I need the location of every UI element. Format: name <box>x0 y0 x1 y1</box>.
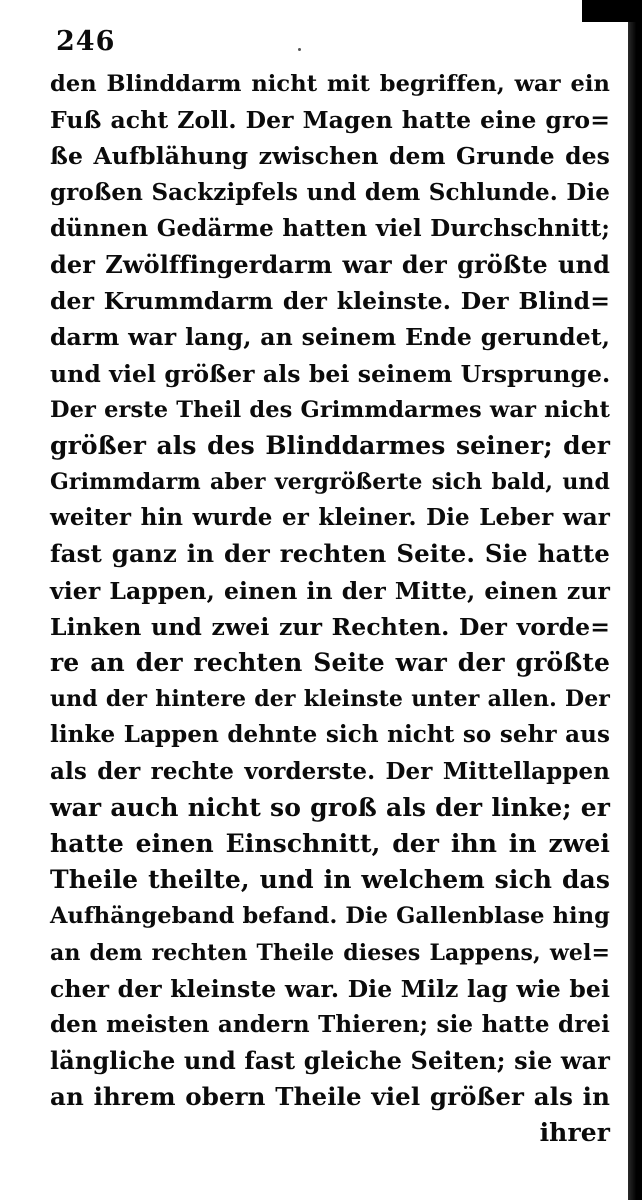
text-line: fast ganz in der rechten Seite. Sie hatte <box>50 539 610 569</box>
text-line: linke Lappen dehnte sich nicht so sehr aus <box>50 721 610 749</box>
text-line: den Blinddarm nicht mit begriffen, war ein <box>50 71 610 97</box>
text-line: der Krummdarm der kleinste. Der Blind= <box>50 287 610 316</box>
text-line: als der rechte vorderste. Der Mittellappen <box>50 757 610 785</box>
text-line: dünnen Gedärme hatten viel Durchschnitt; <box>50 214 610 242</box>
text-line: an ihrem obern Theile viel größer als in <box>50 1082 610 1112</box>
text-line: weiter hin wurde er kleiner. Die Leber war <box>50 504 610 532</box>
text-line: Fuß acht Zoll. Der Magen hatte eine gro= <box>50 106 610 135</box>
text-line: an dem rechten Theile dieses Lappens, wel= <box>50 939 610 966</box>
text-line: vier Lappen, einen in der Mitte, einen zur <box>50 576 610 605</box>
page-number: 246 <box>56 26 116 57</box>
text-line: großen Sackzipfels und dem Schlunde. Die <box>50 178 610 206</box>
text-line: den meisten andern Thieren; sie hatte drei <box>50 1010 610 1038</box>
text-line: und der hintere der kleinste unter allen. Der <box>50 686 610 713</box>
text-line: Grimmdarm aber vergrößerte sich bald, und <box>50 469 610 496</box>
text-line: Theile theilte, und in welchem sich das <box>50 865 610 895</box>
text-line: re an der rechten Seite war der größte <box>50 648 610 677</box>
text-line: war auch nicht so groß als der linke; er <box>50 792 610 822</box>
page-corner-shadow <box>582 0 642 22</box>
text-line: der Zwölffingerdarm war der größte und <box>50 249 610 279</box>
text-line: und viel größer als bei seinem Ursprunge. <box>50 359 611 388</box>
catchword: ihrer <box>539 1118 610 1148</box>
text-line: Linken und zwei zur Rechten. Der vorde= <box>50 612 610 641</box>
text-line: Aufhängeband befand. Die Gallenblase hing <box>50 903 610 930</box>
text-line: hatte einen Einschnitt, der ihn in zwei <box>50 828 610 858</box>
text-line: darm war lang, an seinem Ende gerundet, <box>50 323 610 352</box>
text-line: größer als des Blinddarmes seiner; der <box>50 430 610 460</box>
text-line: cher der kleinste war. Die Milz lag wie bei <box>50 974 610 1003</box>
text-line: ße Aufblähung zwischen dem Grunde des <box>50 142 610 171</box>
body-text <box>50 66 610 1152</box>
text-line: Der erste Theil des Grimmdarmes war nicht <box>50 396 610 423</box>
page-edge-shadow <box>628 0 642 1200</box>
text-line: längliche und fast gleiche Seiten; sie war <box>50 1046 610 1076</box>
ink-speck <box>298 48 301 51</box>
